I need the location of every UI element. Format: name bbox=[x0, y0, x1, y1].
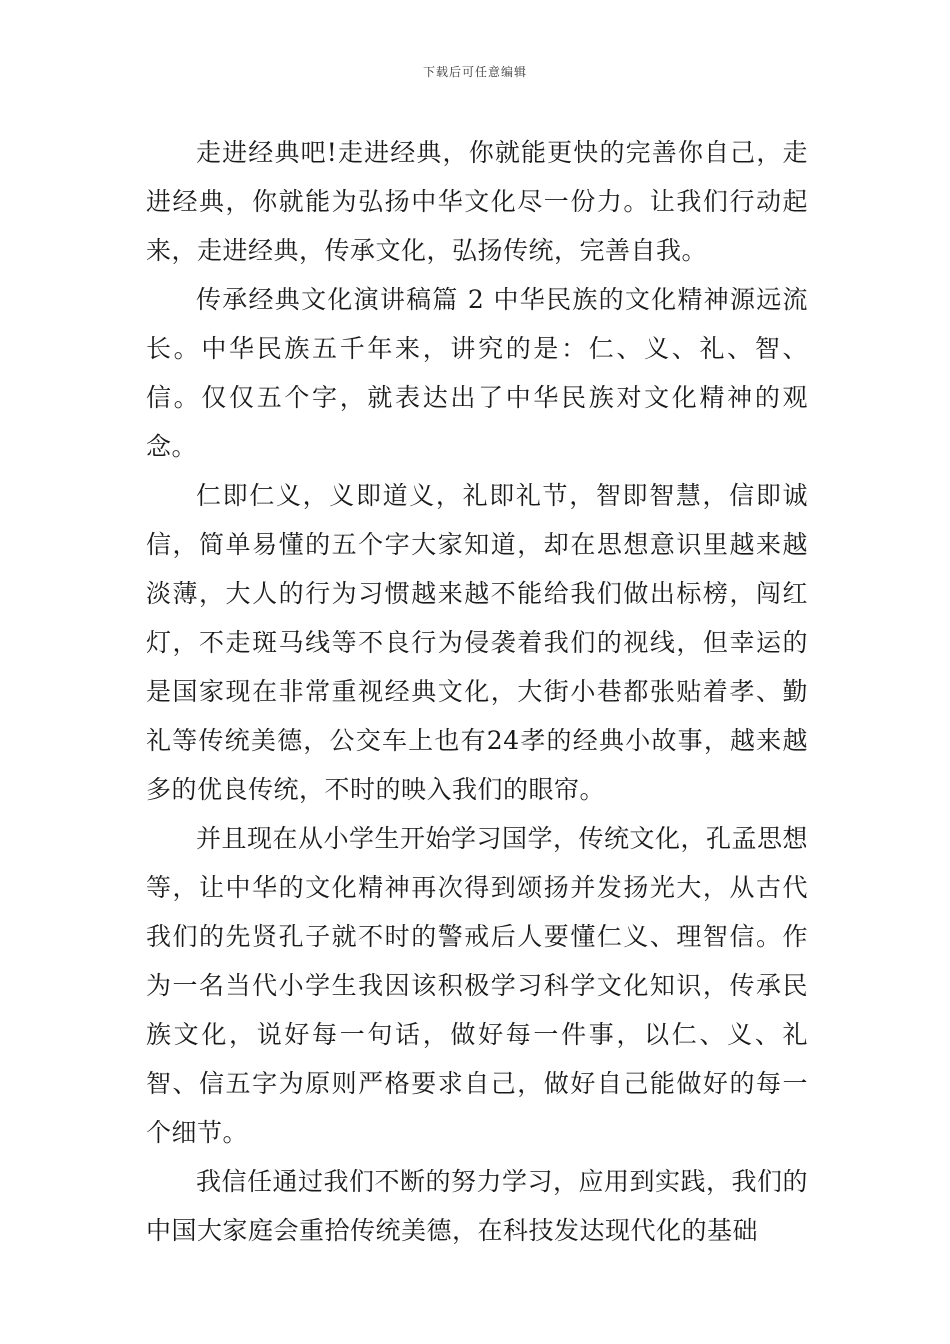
paragraph: 走进经典吧!走进经典，你就能更快的完善你自己，走进经典，你就能为弘扬中华文化尽一份力。让我们行动起来，走进经典，传承文化，弘扬传统，完善自我。 bbox=[146, 138, 808, 265]
document-body bbox=[146, 128, 808, 1255]
page-header: 下载后可任意编辑 bbox=[422, 65, 527, 79]
paragraph: 仁即仁义，义即道义，礼即礼节，智即智慧，信即诚信，简单易懂的五个字大家知道，却在思想意识里越来越淡薄，大人的行为习惯越来越不能给我们做出标榜，闯红灯，不走斑马线等不良行为侵袭着我们的视线，但幸运的是国家现在非常重视经典文化，大街小巷都张贴着孝、勤礼等传统美德，公交车上也有24孝的经典小故事，越来越多的优良传统，不时的映入我们的眼帘。 bbox=[146, 481, 808, 804]
paragraph: 并且现在从小学生开始学习国学，传统文化，孔孟思想等，让中华的文化精神再次得到颂扬并发扬光大，从古代我们的先贤孔子就不时的警戒后人要懂仁义、理智信。作为一名当代小学生我因该积极学习科学文化知识，传承民族文化，说好每一句话，做好每一件事，以仁、义、礼智、信五字为原则严格要求自己，做好自己能做好的每一个细节。 bbox=[146, 824, 809, 1147]
paragraph: 传承经典文化演讲稿篇 2 中华民族的文化精神源远流长。中华民族五千年来，讲究的是：仁、义、礼、智、信。仅仅五个字，就表达出了中华民族对文化精神的观念。 bbox=[146, 285, 808, 461]
paragraph: 我信任通过我们不断的努力学习，应用到实践，我们的中国大家庭会重拾传统美德，在科技发达现代化的基础 bbox=[146, 1167, 809, 1245]
